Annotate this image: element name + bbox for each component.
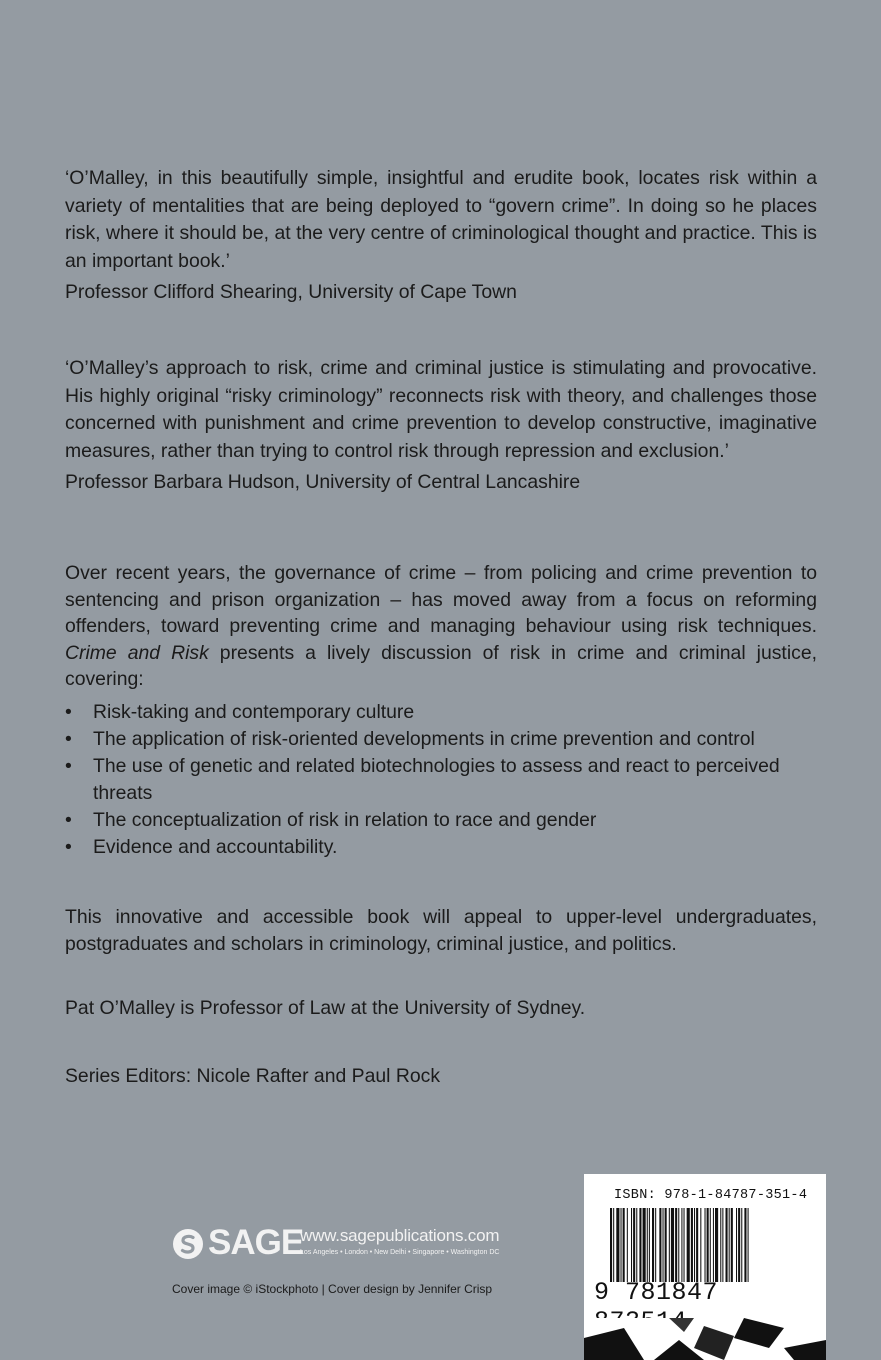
publisher-url[interactable]: www.sagepublications.com: [300, 1226, 500, 1245]
list-item: • Risk-taking and contemporary culture: [65, 699, 817, 726]
barcode-bar: [722, 1208, 723, 1282]
barcode-bar: [675, 1208, 677, 1282]
list-item: • The use of genetic and related biotechnologies to assess and react to perceived threats: [65, 753, 817, 807]
barcode-bar: [669, 1208, 670, 1282]
barcode-bar: [694, 1208, 695, 1282]
endorsement-2: [65, 355, 817, 496]
barcode-bar: [744, 1208, 746, 1282]
barcode-bar: [610, 1208, 612, 1282]
barcode-bar: [687, 1208, 690, 1282]
barcode-bar: [691, 1208, 693, 1282]
description-intro-rest: presents a lively discussion of risk in crime and criminal justice, covering:: [65, 641, 817, 690]
barcode-bar: [705, 1208, 706, 1282]
barcode-image: [610, 1208, 820, 1282]
barcode-bar: [681, 1208, 682, 1282]
barcode-bar: [671, 1208, 674, 1282]
barcode-bar: [613, 1208, 614, 1282]
barcode-bar: [643, 1208, 646, 1282]
barcode-bar: [748, 1208, 749, 1282]
series-editors-block: [65, 1063, 817, 1090]
barcode-bar: [639, 1208, 641, 1282]
barcode-bar: [729, 1208, 730, 1282]
barcode-bar: [616, 1208, 619, 1282]
audience-text: This innovative and accessible book will appeal to upper-level undergraduates, postgraduates and scholars in criminology, criminal justice, and politics.: [65, 906, 817, 955]
barcode-bar: [659, 1208, 661, 1282]
list-item: • Evidence and accountability.: [65, 834, 817, 861]
barcode-bar: [738, 1208, 740, 1282]
barcode-bar: [636, 1208, 637, 1282]
barcode-bar: [678, 1208, 679, 1282]
author-bio: Pat O’Malley is Professor of Law at the University of Sydney.: [65, 997, 586, 1019]
cover-image-fragment: [584, 1318, 826, 1360]
barcode-bar: [665, 1208, 667, 1282]
barcode-bar: [720, 1208, 721, 1282]
endorsement-1: [65, 165, 817, 306]
barcode-bar: [631, 1208, 632, 1282]
barcode-bar: [736, 1208, 737, 1282]
barcode-bar: [627, 1208, 628, 1282]
barcode-bar: [649, 1208, 650, 1282]
barcode-bar: [655, 1208, 656, 1282]
barcode-bar: [731, 1208, 733, 1282]
barcode-panel: [584, 1174, 826, 1360]
barcode-bar: [707, 1208, 709, 1282]
endorsement-quote: ‘O’Malley’s approach to risk, crime and criminal justice is stimulating and provocative. His highly original “risky criminology” reconnects risk with theory, and challenges those concerned with punishment and crime prevention to develop constructive, imaginative measures, rather than trying to control risk through repression and exclusion.’: [65, 357, 817, 462]
book-description: [65, 560, 817, 861]
endorsement-quote: ‘O’Malley, in this beautifully simple, insightful and erudite book, locates risk within a variety of mentalities that are being deployed to “govern crime”. In doing so he places risk, where it should be, at the very centre of criminological thought and practice. This is an important book.’: [65, 167, 817, 272]
barcode-bar: [741, 1208, 742, 1282]
barcode-bar: [621, 1208, 622, 1282]
barcode-bar: [715, 1208, 718, 1282]
barcode-bar: [713, 1208, 714, 1282]
publisher-cities: Los Angeles • London • New Delhi • Singapore • Washington DC: [300, 1249, 500, 1256]
author-bio-block: [65, 995, 817, 1022]
barcode-bar: [633, 1208, 635, 1282]
book-title: Crime and Risk: [65, 641, 209, 664]
list-item: • The conceptualization of risk in relation to race and gender: [65, 807, 817, 834]
publisher-name: SAGE: [208, 1223, 304, 1262]
topics-list: [65, 699, 817, 861]
barcode-digits: 9 781847: [594, 1278, 719, 1307]
barcode-bar: [647, 1208, 648, 1282]
series-editors: Series Editors: Nicole Rafter and Paul Rock: [65, 1065, 441, 1087]
barcode-bar: [652, 1208, 654, 1282]
description-intro: Over recent years, the governance of crime – from policing and crime prevention to sentencing and prison organization – has moved away from a focus on reforming offenders, toward preventing crime and managing behaviour using risk techniques.: [65, 562, 817, 637]
barcode-bar: [623, 1208, 625, 1282]
barcode-bar: [700, 1208, 701, 1282]
barcode-bar: [684, 1208, 685, 1282]
list-item: • The application of risk-oriented developments in crime prevention and control: [65, 726, 817, 753]
endorsement-attribution: Professor Barbara Hudson, University of Central Lancashire: [65, 471, 581, 493]
sage-emblem-icon: [172, 1228, 204, 1260]
audience-block: [65, 904, 817, 957]
barcode-bar: [696, 1208, 698, 1282]
publisher-logo: [172, 1225, 542, 1265]
barcode-bar: [710, 1208, 711, 1282]
barcode-bar: [663, 1208, 664, 1282]
cover-credits: Cover image © iStockphoto | Cover design by Jennifer Crisp: [172, 1282, 493, 1296]
endorsement-attribution: Professor Clifford Shearing, University of Cape Town: [65, 281, 517, 303]
isbn-label: ISBN: 978-1-84787-351-4: [614, 1188, 808, 1203]
description-paragraph: [65, 560, 817, 693]
barcode-bar: [726, 1208, 728, 1282]
